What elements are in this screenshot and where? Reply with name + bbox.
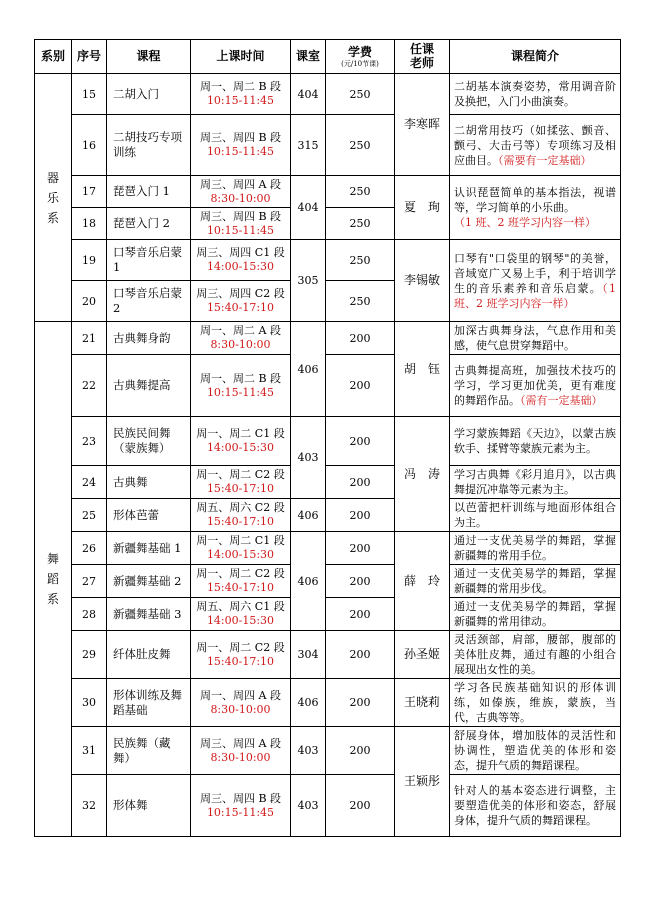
row-time: 周三、周四 B 段 10:15-11:45: [191, 775, 291, 837]
teacher-name: 夏 珣: [395, 176, 450, 240]
header-intro: 课程简介: [450, 40, 621, 74]
row-course: 古典舞身韵: [107, 322, 191, 355]
row-fee: 250: [326, 240, 395, 281]
teacher-name: 王晓莉: [395, 679, 450, 727]
row-fee: 200: [326, 727, 395, 775]
row-fee: 200: [326, 417, 395, 466]
table-row: [35, 499, 621, 532]
row-course: 二胡技巧专项训练: [107, 115, 191, 176]
course-intro: 学习古典舞《彩月追月》，以古典舞提沉冲靠等元素为主。: [450, 466, 621, 499]
row-no: 30: [72, 679, 107, 727]
header-row: [35, 40, 621, 74]
row-course: 古典舞: [107, 466, 191, 499]
row-no: 21: [72, 322, 107, 355]
course-intro: 认识琵琶简单的基本指法，视谱等，学习简单的小乐曲。 （1 班、2 班学习内容一样）: [450, 176, 621, 240]
course-table: [34, 39, 621, 837]
row-no: 22: [72, 355, 107, 417]
row-no: 20: [72, 281, 107, 322]
row-course: 民族民间舞（蒙族舞）: [107, 417, 191, 466]
row-time: 周一、周二 C2 段 15:40-17:10: [191, 565, 291, 598]
row-no: 29: [72, 631, 107, 679]
row-course: 新疆舞基础 3: [107, 598, 191, 631]
row-course: 形体训练及舞蹈基础: [107, 679, 191, 727]
header-teacher: 任课老师: [395, 40, 450, 74]
row-no: 19: [72, 240, 107, 281]
row-time: 周一、周二 B 段 10:15-11:45: [191, 74, 291, 115]
row-no: 18: [72, 208, 107, 240]
row-room: 406: [291, 532, 326, 631]
row-fee: 250: [326, 281, 395, 322]
course-intro: 加深古典舞身法，气息作用和美感，使气息贯穿舞蹈中。: [450, 322, 621, 355]
row-course: 纤体肚皮舞: [107, 631, 191, 679]
row-fee: 200: [326, 598, 395, 631]
row-no: 23: [72, 417, 107, 466]
row-room: 403: [291, 775, 326, 837]
row-fee: 200: [326, 466, 395, 499]
row-fee: 200: [326, 565, 395, 598]
row-fee: 200: [326, 775, 395, 837]
row-fee: 200: [326, 631, 395, 679]
header-time: 上课时间: [191, 40, 291, 74]
header-fee: 学费 (元/10节课): [326, 40, 395, 74]
teacher-name: 薛 玲: [395, 532, 450, 631]
dept-dance: 舞蹈系: [35, 322, 72, 837]
row-time: 周三、周四 C1 段 14:00-15:30: [191, 240, 291, 281]
table-row: [35, 598, 621, 631]
course-intro: 学习蒙族舞蹈《天边》，以蒙古族软手、揉臂等蒙族元素为主。: [450, 417, 621, 466]
table-row: [35, 74, 621, 115]
table-row: [35, 532, 621, 565]
row-fee: 250: [326, 115, 395, 176]
row-room: 315: [291, 115, 326, 176]
row-no: 16: [72, 115, 107, 176]
table-row: [35, 565, 621, 598]
row-room: 404: [291, 74, 326, 115]
header-room: 课室: [291, 40, 326, 74]
row-fee: 250: [326, 208, 395, 240]
row-time: 周一、周二 A 段 8:30-10:00: [191, 322, 291, 355]
course-intro: 舒展身体，增加肢体的灵活性和协调性，塑造优美的体形和姿态，提升气质的舞蹈课程。: [450, 727, 621, 775]
course-intro: 灵活颈部，肩部，腰部，腹部的美体肚皮舞，通过有趣的小组合展现出女性的美。: [450, 631, 621, 679]
course-intro: 二胡基本演奏姿势，常用调音阶及换把，入门小曲演奏。: [450, 74, 621, 115]
table-row: [35, 466, 621, 499]
row-time: 周一、周二 C1 段 14:00-15:30: [191, 417, 291, 466]
teacher-name: 王颖彤: [395, 727, 450, 837]
table-row: [35, 679, 621, 727]
row-course: 新疆舞基础 2: [107, 565, 191, 598]
row-time: 周一、周二 C2 段 15:40-17:10: [191, 466, 291, 499]
table-row: [35, 631, 621, 679]
row-room: 305: [291, 240, 326, 322]
row-course: 古典舞提高: [107, 355, 191, 417]
row-time: 周三、周四 B 段 10:15-11:45: [191, 115, 291, 176]
teacher-name: 胡 钰: [395, 322, 450, 417]
row-fee: 200: [326, 355, 395, 417]
course-intro: 通过一支优美易学的舞蹈，掌握新疆舞的常用手位。: [450, 532, 621, 565]
teacher-name: 李锡敏: [395, 240, 450, 322]
course-intro: 针对人的基本姿态进行调整，主要塑造优美的体形和姿态，舒展身体，提升气质的舞蹈课程。: [450, 775, 621, 837]
row-no: 24: [72, 466, 107, 499]
teacher-name: 冯 涛: [395, 417, 450, 532]
row-fee: 250: [326, 176, 395, 208]
row-course: 形体芭蕾: [107, 499, 191, 532]
row-no: 27: [72, 565, 107, 598]
row-time: 周三、周四 A 段 8:30-10:00: [191, 176, 291, 208]
row-no: 25: [72, 499, 107, 532]
table-row: [35, 727, 621, 775]
row-no: 15: [72, 74, 107, 115]
row-room: 403: [291, 417, 326, 499]
row-no: 31: [72, 727, 107, 775]
row-course: 琵琶入门 1: [107, 176, 191, 208]
row-course: 口琴音乐启蒙 1: [107, 240, 191, 281]
row-fee: 200: [326, 532, 395, 565]
course-intro: 以芭蕾把杆训练与地面形体组合为主。: [450, 499, 621, 532]
row-time: 周一、周二 C1 段 14:00-15:30: [191, 532, 291, 565]
header-course: 课程: [107, 40, 191, 74]
row-fee: 200: [326, 499, 395, 532]
course-intro: 二胡常用技巧（如揉弦、颤音、颤弓、大击弓等）专项练习及相应曲目。（需要有一定基础）: [450, 115, 621, 176]
row-course: 琵琶入门 2: [107, 208, 191, 240]
row-time: 周五、周六 C1 段 14:00-15:30: [191, 598, 291, 631]
row-course: 形体舞: [107, 775, 191, 837]
header-dept: 系别: [35, 40, 72, 74]
row-course: 口琴音乐启蒙 2: [107, 281, 191, 322]
row-room: 404: [291, 176, 326, 240]
row-room: 304: [291, 631, 326, 679]
row-room: 406: [291, 499, 326, 532]
row-time: 周一、周二 C2 段 15:40-17:10: [191, 631, 291, 679]
row-room: 403: [291, 727, 326, 775]
row-time: 周五、周六 C2 段 15:40-17:10: [191, 499, 291, 532]
header-no: 序号: [72, 40, 107, 74]
course-intro: 通过一支优美易学的舞蹈，掌握新疆舞的常用步伐。: [450, 565, 621, 598]
teacher-name: 李寒晖: [395, 74, 450, 176]
row-fee: 200: [326, 322, 395, 355]
table-row: [35, 176, 621, 208]
row-time: 周三、周四 A 段 8:30-10:00: [191, 727, 291, 775]
course-intro: 古典舞提高班，加强技术技巧的学习，学习更加优美，更有难度的舞蹈作品。（需有一定基础）: [450, 355, 621, 417]
table-row: [35, 322, 621, 355]
row-course: 二胡入门: [107, 74, 191, 115]
row-time: 周一、周二 B 段 10:15-11:45: [191, 355, 291, 417]
table-row: [35, 417, 621, 466]
row-time: 周三、周四 B 段 10:15-11:45: [191, 208, 291, 240]
course-intro: 通过一支优美易学的舞蹈，掌握新疆舞的常用律动。: [450, 598, 621, 631]
row-no: 28: [72, 598, 107, 631]
row-no: 17: [72, 176, 107, 208]
table-row: [35, 115, 621, 176]
course-intro: 口琴有"口袋里的钢琴"的美誉，音域宽广又易上手，利于培训学生的音乐素养和音乐启蒙。（1 班、2 班学习内容一样）: [450, 240, 621, 322]
dept-music: 器乐系: [35, 74, 72, 322]
row-no: 26: [72, 532, 107, 565]
row-room: 406: [291, 322, 326, 417]
table-row: [35, 355, 621, 417]
table-row: [35, 775, 621, 837]
table-row: [35, 240, 621, 281]
teacher-name: 孙圣姬: [395, 631, 450, 679]
course-intro: 学习各民族基础知识的形体训练，如傣族，维族，蒙族，当代，古典等等。: [450, 679, 621, 727]
row-course: 民族舞（藏舞）: [107, 727, 191, 775]
row-course: 新疆舞基础 1: [107, 532, 191, 565]
row-fee: 200: [326, 679, 395, 727]
row-room: 406: [291, 679, 326, 727]
row-no: 32: [72, 775, 107, 837]
row-time: 周三、周四 C2 段 15:40-17:10: [191, 281, 291, 322]
row-fee: 250: [326, 74, 395, 115]
row-time: 周一、周四 A 段 8:30-10:00: [191, 679, 291, 727]
